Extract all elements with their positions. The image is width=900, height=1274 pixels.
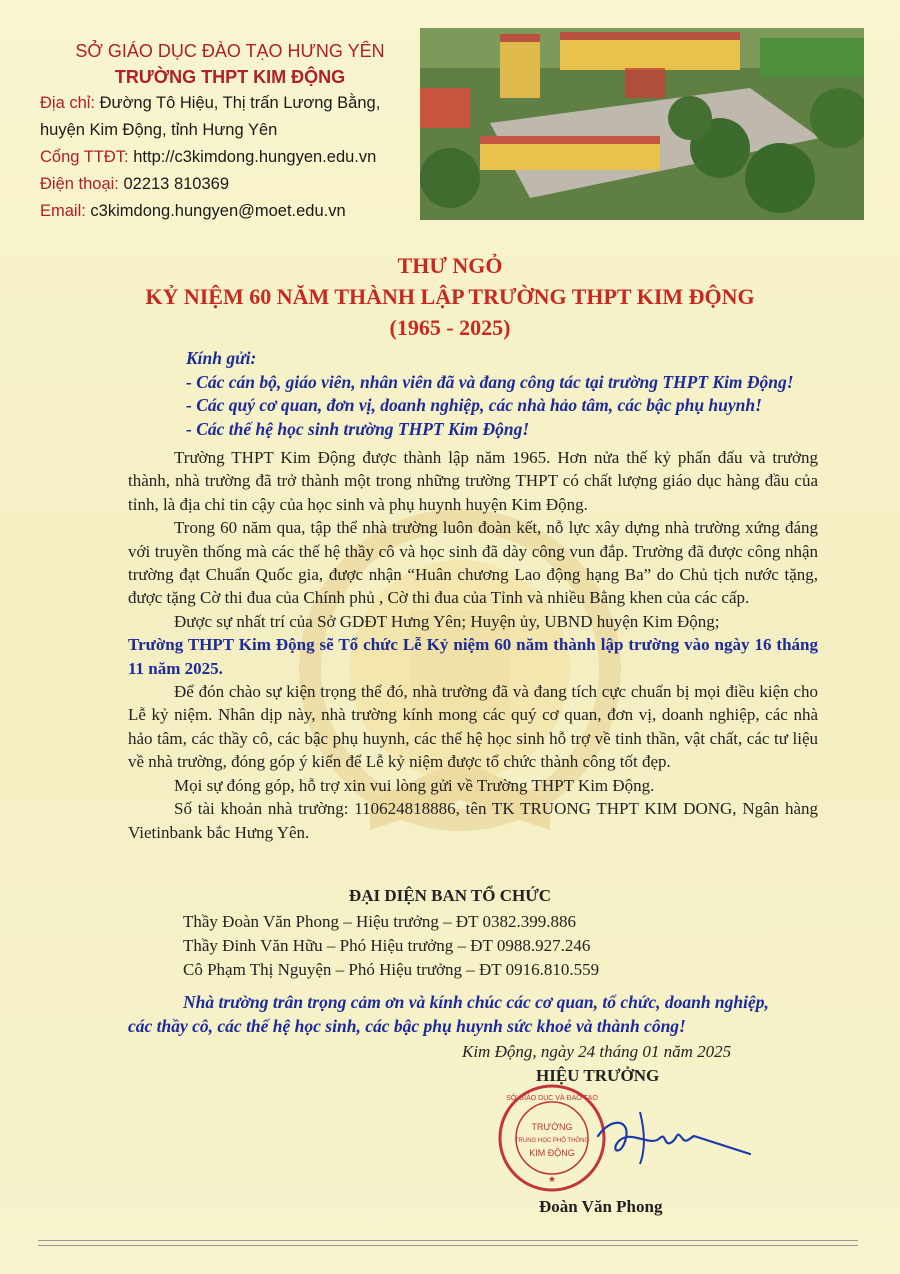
- thanks-line-2: các thầy cô, các thế hệ học sinh, các bậc phụ huynh sức khoẻ và thành công!: [128, 1016, 686, 1036]
- contact-vice-principal-1: Thầy Đinh Văn Hữu – Phó Hiệu trưởng – ĐT 0988.927.246: [183, 936, 591, 955]
- signing-date: Kim Động, ngày 24 tháng 01 năm 2025: [462, 1042, 732, 1061]
- thanks-message: [128, 990, 828, 1038]
- email-link[interactable]: c3kimdong.hungyen@moet.edu.vn: [85, 202, 346, 220]
- address-line-2: huyện Kim Động, tỉnh Hưng Yên: [40, 121, 278, 139]
- paragraph-achievements: Trong 60 năm qua, tập thể nhà trường luôn đoàn kết, nỗ lực xây dựng nhà trường xứng đáng với truyền thống mà các thế hệ thầy cô và học sinh đã dày công vun đắp. Trường đã được công nhận trường đạt Chuẩn Quốc gia, được nhận “Huân chương Lao động hạng Ba” do Chủ tịch nước tặng, được tặng Cờ thi đua của Chính phủ , Cờ thi đua của Tỉnh và nhiều Bằng khen của các cấp.: [128, 518, 818, 608]
- email-label: Email:: [40, 202, 86, 220]
- contact-principal: Thầy Đoàn Văn Phong – Hiệu trưởng – ĐT 0382.399.886: [183, 912, 576, 931]
- address-value: Đường Tô Hiệu, Thị trấn Lương Bằng,: [95, 94, 381, 112]
- recipients-block: [186, 347, 846, 441]
- phone-line: [40, 171, 420, 198]
- portal-link[interactable]: http://c3kimdong.hungyen.edu.vn: [128, 148, 377, 166]
- phone-label: Điện thoại:: [40, 175, 119, 193]
- title-line-3: (1965 - 2025): [389, 315, 511, 340]
- recipient-1: - Các cán bộ, giáo viên, nhân viên đã và đang công tác tại trường THPT Kim Động!: [186, 371, 794, 392]
- contact-vice-principal-2: Cô Phạm Thị Nguyện – Phó Hiệu trưởng – ĐT 0916.810.559: [183, 960, 600, 979]
- svg-text:TRƯỜNG: TRƯỜNG: [531, 1122, 573, 1132]
- signer-position: HIỆU TRƯỞNG: [536, 1066, 660, 1085]
- thanks-line-1: Nhà trường trân trọng cảm ơn và kính chúc các cơ quan, tổ chức, doanh nghiệp,: [183, 992, 769, 1012]
- principal-signature: [590, 1108, 760, 1168]
- signer-name: Đoàn Văn Phong: [539, 1197, 663, 1216]
- school-name: TRƯỜNG THPT KIM ĐỘNG: [114, 67, 346, 87]
- school-header: [40, 38, 420, 225]
- bottom-divider: [38, 1240, 858, 1246]
- letter-title: [0, 250, 900, 343]
- svg-text:TRUNG HỌC PHỔ THÔNG: TRUNG HỌC PHỔ THÔNG: [514, 1138, 590, 1144]
- paragraph-bank-account: Số tài khoản nhà trường: 110624818886, tên TK TRUONG THPT KIM DONG, Ngân hàng Vietinbank bắc Hưng Yên.: [128, 799, 818, 842]
- department-name: SỞ GIÁO DỤC ĐÀO TẠO HƯNG YÊN: [75, 41, 385, 61]
- paragraph-approval: Được sự nhất trí của Sở GDĐT Hưng Yên; Huyện ủy, UBND huyện Kim Động;: [174, 611, 720, 631]
- portal-label: Cổng TTĐT:: [40, 148, 129, 166]
- portal-line: [40, 144, 420, 171]
- title-line-2: KỶ NIỆM 60 NĂM THÀNH LẬP TRƯỜNG THPT KIM ĐỘNG: [145, 284, 755, 309]
- email-line: [40, 198, 420, 225]
- organizers-title: ĐẠI DIỆN BAN TỔ CHỨC: [348, 886, 552, 905]
- address-line: [40, 90, 420, 117]
- svg-text:★: ★: [547, 1174, 557, 1184]
- paragraph-event-announcement: Trường THPT Kim Động sẽ Tổ chức Lễ Kỷ niệm 60 năm thành lập trường vào ngày 16 tháng 11 năm 2025.: [128, 635, 818, 678]
- paragraph-request: Để đón chào sự kiện trọng thể đó, nhà trường đã và đang tích cực chuẩn bị mọi điều kiện cho Lễ kỷ niệm. Nhân dịp này, nhà trường kính mong các quý cơ quan, đơn vị, doanh nghiệp, các nhà hảo tâm, các thầy cô, các bậc phụ huynh, các thế hệ học sinh hỗ trợ về tinh thần, vật chất, các tư liệu về nhà trường, đóng góp ý kiến để Lễ kỷ niệm được tổ chức thành công tốt đẹp.: [128, 682, 818, 772]
- title-line-1: THƯ NGỎ: [397, 253, 503, 278]
- greeting: Kính gửi:: [186, 348, 257, 368]
- svg-text:SỞ GIÁO DỤC VÀ ĐÀO TẠO: SỞ GIÁO DỤC VÀ ĐÀO TẠO: [506, 1095, 598, 1102]
- phone-value: 02213 810369: [118, 175, 230, 193]
- recipient-2: - Các quý cơ quan, đơn vị, doanh nghiệp, các nhà hảo tâm, các bậc phụ huynh!: [186, 395, 762, 415]
- recipient-3: - Các thế hệ học sinh trường THPT Kim Động!: [186, 418, 530, 439]
- letter-body: [128, 446, 818, 844]
- organizer-contacts: [183, 910, 599, 982]
- paragraph-contributions: Mọi sự đóng góp, hỗ trợ xin vui lòng gửi về Trường THPT Kim Động.: [174, 775, 655, 795]
- school-aerial-photo: [420, 28, 864, 220]
- svg-text:KIM ĐỘNG: KIM ĐỘNG: [529, 1148, 575, 1158]
- paragraph-history: Trường THPT Kim Động được thành lập năm 1965. Hơn nửa thế kỷ phấn đấu và trưởng thành, nhà trường đã trở thành một trong những trường THPT có chất lượng giáo dục hàng đầu của tỉnh, là địa chỉ tin cậy của học sinh và phụ huynh huyện Kim Động.: [128, 448, 818, 514]
- address-label: Địa chỉ:: [40, 94, 96, 112]
